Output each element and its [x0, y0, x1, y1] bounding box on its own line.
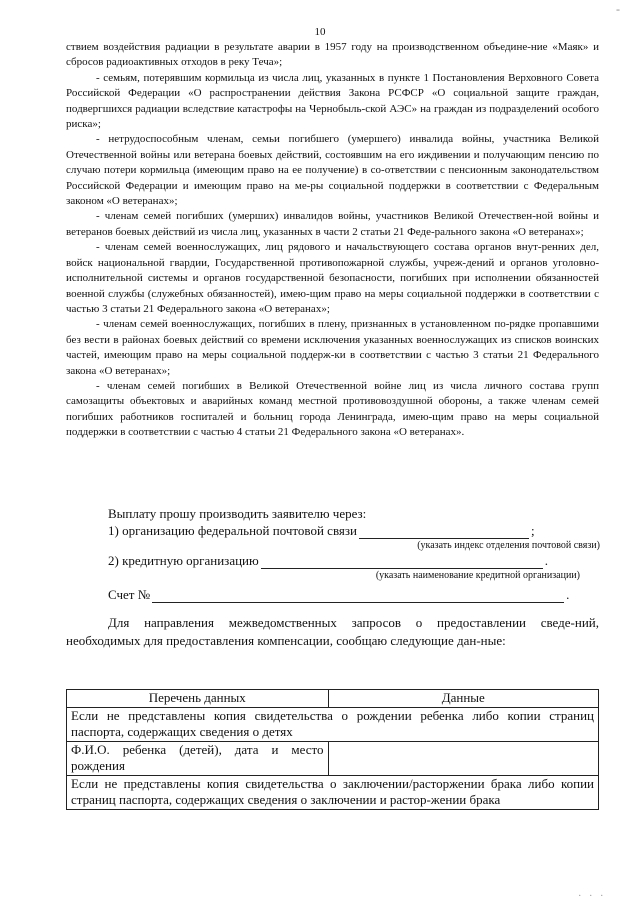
- paragraph: - членам семей погибших в Великой Отечественной войне лиц из числа личного состава групп самозащиты объектовых и аварийных команд местной противовоздушной обороны, а также членам семей погибших работников госпиталей и больниц города Ленинграда, имею-щим право на меры социальной поддержки в соответствии с частью 4 статьи 21 Федерального закона «О ветеранах».: [66, 379, 599, 439]
- column-header: Перечень данных: [67, 690, 329, 708]
- corner-mark: -: [616, 2, 620, 16]
- column-header: Данные: [328, 690, 598, 708]
- paragraph: - членам семей военнослужащих, лиц рядового и начальствующего состава органов внут-ренних дел, войск национальной гвардии, Государственной противопожарной службы, учреж-дений и органов уголовно-исполнительной системы и органов государственной безопасности, погибших при исполнении обязанностей военной службы (служебных обязанностей), имею-щим право на меры социальной поддержки в соответствии с частью 3 статьи 21 Федерального закона «О ветеранах»;: [66, 241, 599, 315]
- postal-end: ;: [530, 523, 535, 538]
- credit-label: 2) кредитную организацию: [108, 553, 259, 568]
- page-number: 10: [314, 26, 326, 38]
- account-label: Счет №: [108, 587, 151, 602]
- paragraph: - членам семей военнослужащих, погибших в плену, признанных в установленном по-рядке пропавшими без вести в районах боевых действий со времени исключения указанных военнослужащих из списков воинских частей, имеющим право на меры социальной поддерж-ки в соответствии с частью 3 статьи 21 Федерального закона «О ветеранах»;: [66, 318, 599, 377]
- data-table: [66, 689, 599, 810]
- postal-hint: (указать индекс отделения почтовой связи): [417, 540, 600, 551]
- table-section-label: Если не представлены копия свидетельства о рождении ребенка либо копии страниц паспорта, содержащих сведения о детях: [67, 707, 599, 741]
- paragraph: - нетрудоспособным членам, семьи погибшего (умершего) инвалида войны, участника Великой Отечественной войны или ветерана боевых действий, состоявшим на его иждивении и получающим пенсию по случаю потери кормильца (имеющим право на ее получение) в со-ответствии с пенсионным законодательством Российской Федерации и имеющим право на ме-ры социальной поддержки в соответствии с Федеральным законом «О ветеранах»;: [66, 133, 599, 208]
- account-number-field[interactable]: [152, 590, 564, 603]
- paragraph: ствием воздействия радиации в результате аварии в 1957 году на производственном объедине-ние «Маяк» и сбросов радиоактивных отходов в реку Теча»;: [66, 41, 599, 69]
- request-section: [66, 614, 599, 649]
- beneficiary-list: [66, 40, 599, 441]
- paragraph: - семьям, потерявшим кормильца из числа лиц, указанных в пункте 1 Постановления Верховного Совета Российской Федерации «О распространении действия Закона РСФСР «О социальной защите граждан, подвергшихся радиации вследствие катастрофы на Чернобыль-ской АЭС» на граждан из подразделений особого риска»;: [66, 71, 599, 131]
- credit-hint: (указать наименование кредитной организации): [375, 570, 580, 581]
- request-text: Для направления межведомственных запросов о предоставлении сведе-ний, необходимых для предоставления компенсации, сообщаю следующие дан-ные:: [66, 615, 599, 648]
- postal-label: 1) организацию федеральной почтовой связи: [108, 523, 357, 538]
- bottom-mark: . . .: [578, 888, 606, 899]
- table-row: [67, 775, 599, 809]
- paragraph: - членам семей погибших (умерших) инвалидов войны, участников Великой Отечествен-ной войны и ветеранов боевых действий из числа лиц, указанных в части 2 статьи 21 Феде-рального закона «О ветеранах»;: [66, 210, 599, 238]
- table-section-label: Если не представлены копия свидетельства о заключении/расторжении брака либо копии страниц паспорта, содержащих сведения о заключении и растор-жении брака: [67, 775, 599, 809]
- table-row: [67, 741, 599, 775]
- table-row-value[interactable]: [328, 741, 598, 775]
- credit-org-field[interactable]: [261, 556, 543, 569]
- table-header-row: [67, 690, 599, 708]
- payment-intro: Выплату прошу производить заявителю через:: [108, 506, 367, 521]
- payment-section: [108, 505, 600, 603]
- table-row: [67, 707, 599, 741]
- account-end: .: [566, 587, 570, 602]
- credit-end: .: [544, 553, 548, 568]
- postal-index-field[interactable]: [359, 526, 529, 539]
- table-row-label: Ф.И.О. ребенка (детей), дата и место рождения: [67, 741, 329, 775]
